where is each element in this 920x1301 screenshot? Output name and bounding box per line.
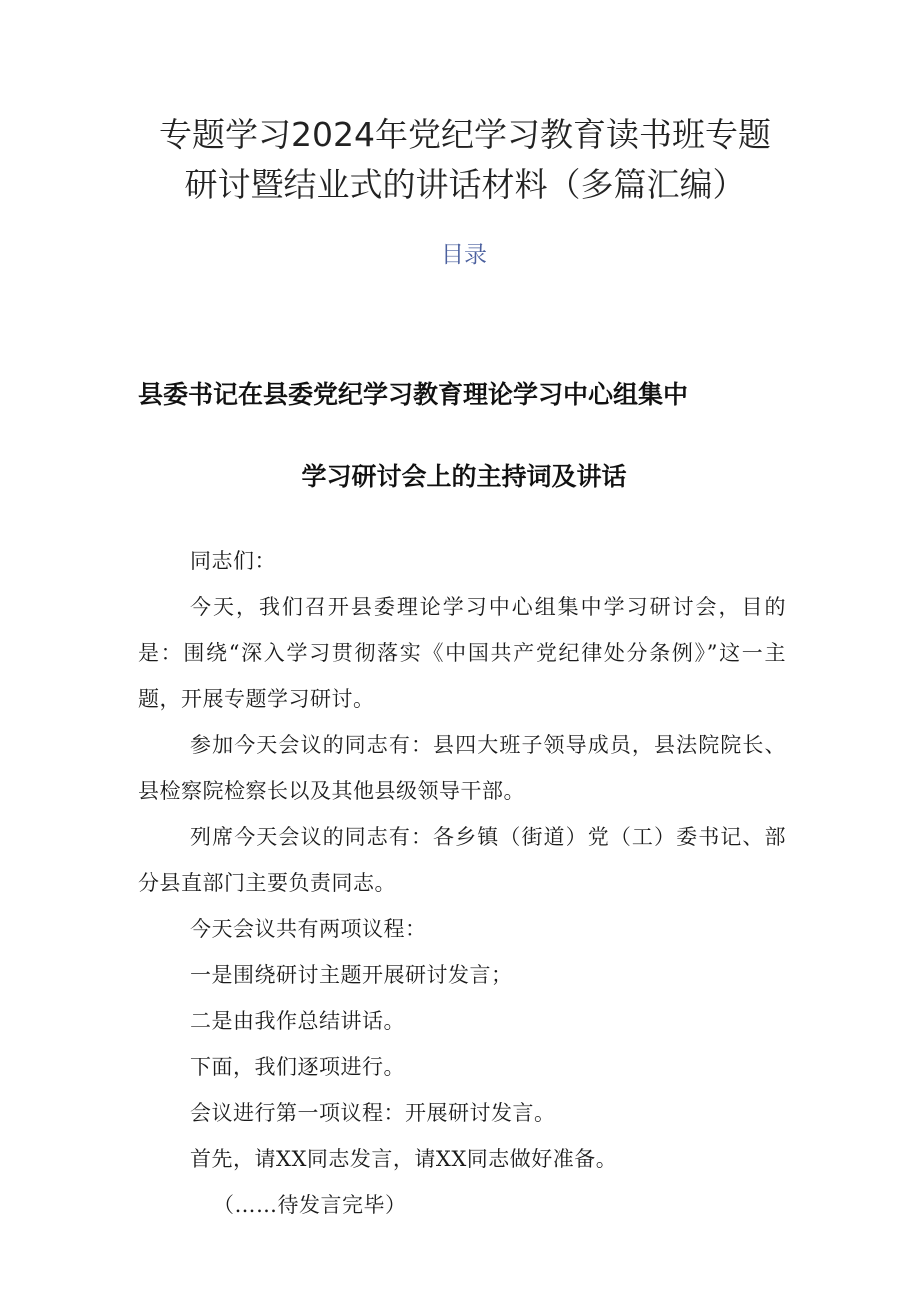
body-paragraph: 列席今天会议的同志有：各乡镇（街道）党（工）委书记、部分县直部门主要负责同志。 [138,825,786,895]
section-heading-line-1: 县委书记在县委党纪学习教育理论学习中心组集中 [138,380,689,409]
salutation: 同志们： [190,549,276,573]
section-heading-line-2: 学习研讨会上的主持词及讲话 [301,462,627,491]
body-paragraph: 下面，我们逐项进行。 [190,1055,405,1079]
table-of-contents-label: 目录 [441,242,487,268]
stage-note: （……待发言完毕） [213,1193,407,1217]
body-paragraph: 会议进行第一项议程：开展研讨发言。 [190,1101,556,1125]
document-title-line-1: 专题学习2024年党纪学习教育读书班专题 [159,115,771,154]
document-body [138,538,786,1228]
body-paragraph: 二是由我作总结讲话。 [190,1009,405,1033]
body-paragraph: 今天，我们召开县委理论学习中心组集中学习研讨会，目的是：围绕“深入学习贯彻落实《中国共产党纪律处分条例》”这一主题，开展专题学习研讨。 [138,595,786,711]
body-paragraph: 参加今天会议的同志有：县四大班子领导成员，县法院院长、县检察院检察长以及其他县级领导干部。 [138,733,786,803]
body-paragraph: 首先，请XX同志发言，请XX同志做好准备。 [190,1147,618,1171]
body-paragraph: 今天会议共有两项议程： [190,917,427,941]
document-title-line-2: 研讨暨结业式的讲话材料（多篇汇编） [184,165,746,204]
body-paragraph: 一是围绕研讨主题开展研讨发言； [190,963,513,987]
